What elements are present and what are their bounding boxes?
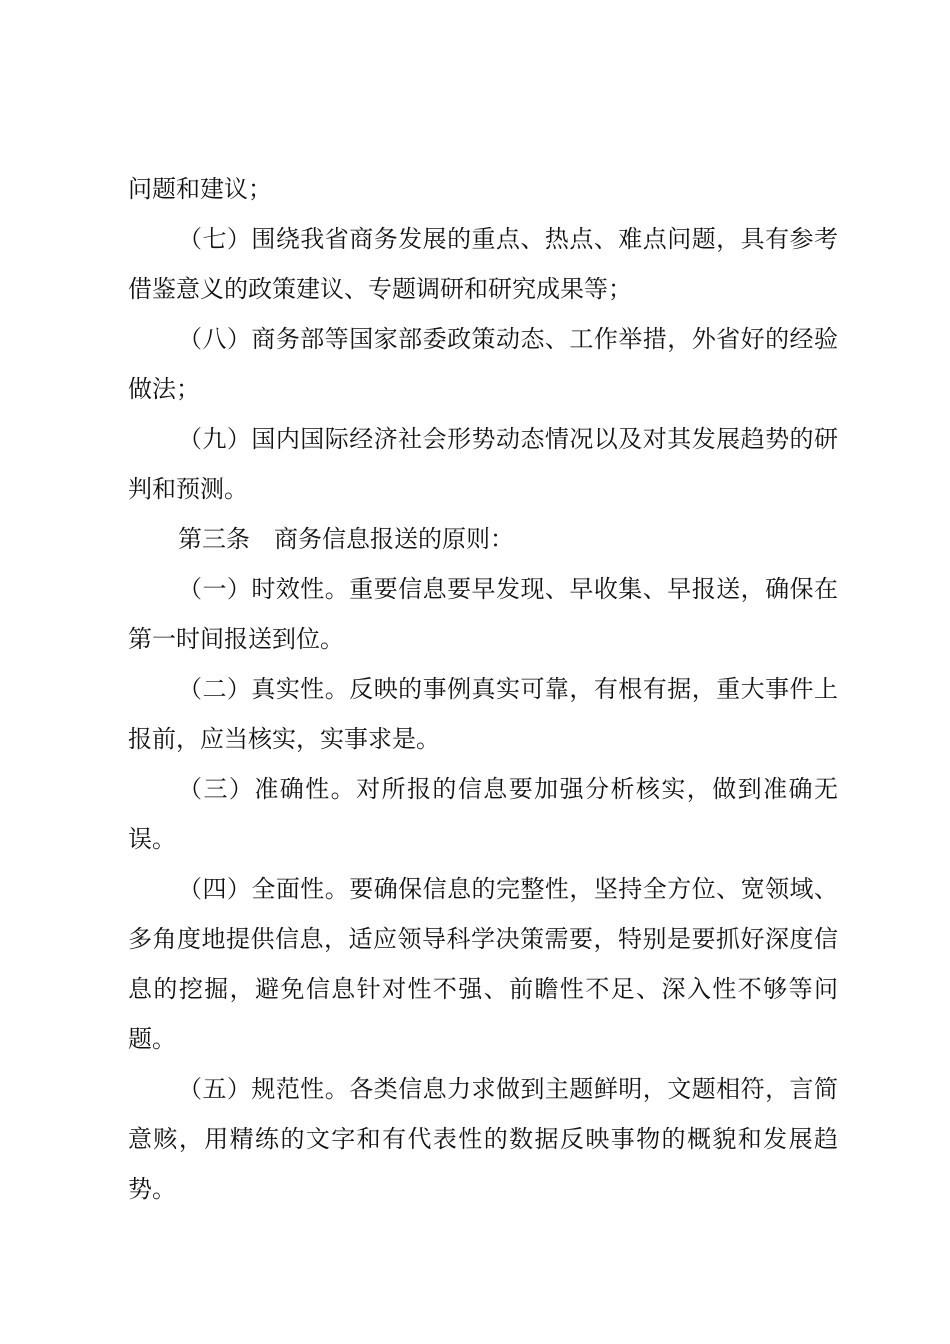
principle-accuracy: （三）准确性。对所报的信息要加强分析核实，做到准确无误。 [128, 775, 838, 853]
principle-comprehensiveness: （四）全面性。要确保信息的完整性，坚持全方位、宽领域、多角度地提供信息，适应领导科学决策需要，特别是要抓好深度信息的挖掘，避免信息针对性不强、前瞻性不足、深入性不够等问题。 [128, 875, 838, 1053]
document-body [128, 164, 838, 1214]
paragraph-continuation: 问题和建议； [128, 175, 272, 203]
principle-authenticity: （二）真实性。反映的事例真实可靠，有根有据，重大事件上报前，应当核实，实事求是。 [128, 675, 838, 753]
principle-timeliness: （一）时效性。重要信息要早发现、早收集、早报送，确保在第一时间报送到位。 [128, 575, 838, 653]
paragraph-item-8: （八）商务部等国家部委政策动态、工作举措，外省好的经验做法； [128, 325, 838, 403]
paragraph-item-7: （七）围绕我省商务发展的重点、热点、难点问题，具有参考借鉴意义的政策建议、专题调研和研究成果等； [128, 225, 838, 303]
article-3-heading: 第三条 商务信息报送的原则： [178, 525, 514, 553]
principle-standardization: （五）规范性。各类信息力求做到主题鲜明，文题相符，言简意赅，用精练的文字和有代表性的数据反映事物的概貌和发展趋势。 [128, 1075, 838, 1203]
paragraph-item-9: （九）国内国际经济社会形势动态情况以及对其发展趋势的研判和预测。 [128, 425, 838, 503]
